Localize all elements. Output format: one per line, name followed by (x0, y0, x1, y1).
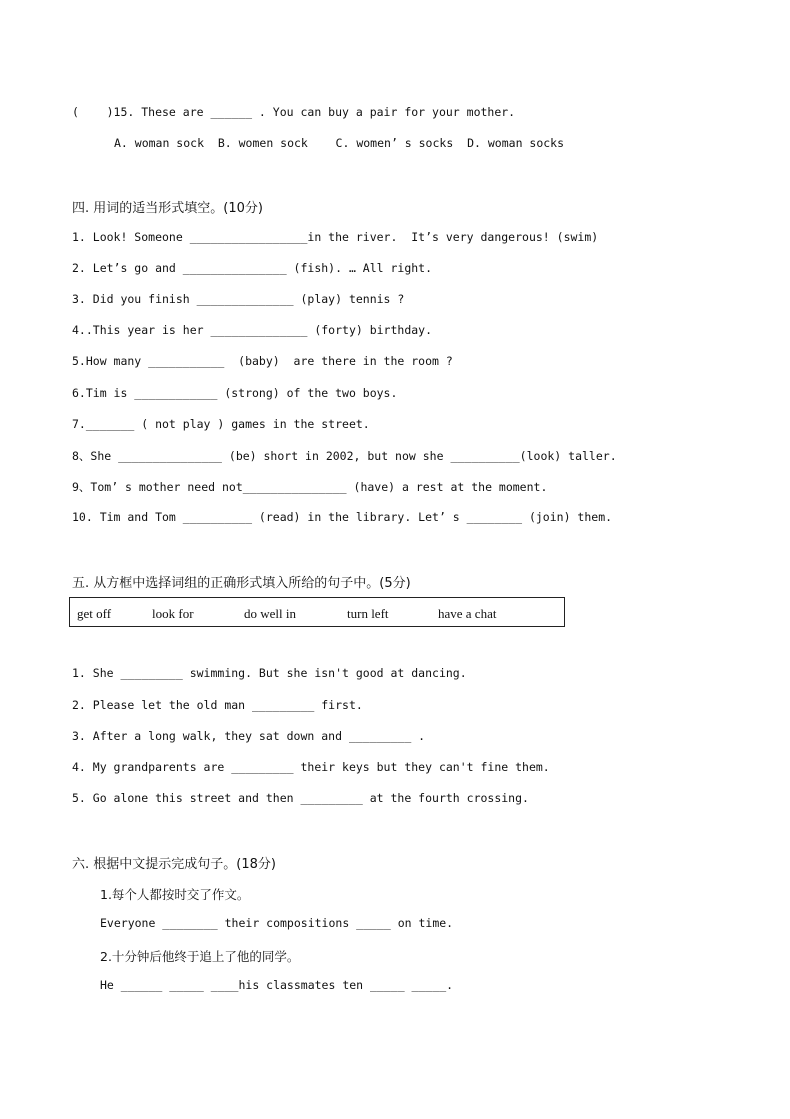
section-6-q1-chinese: 1.每个人都按时交了作文。 (100, 887, 250, 902)
section-6-heading: 六. 根据中文提示完成句子。(18分) (72, 857, 276, 872)
section-5-heading: 五. 从方框中选择词组的正确形式填入所给的句子中。(5分) (72, 576, 411, 591)
section-4-item-4: 4..This year is her ______________ (forty) birthday. (72, 323, 433, 337)
question-15-options: A. woman sock B. women sock C. women’ s socks D. woman socks (114, 136, 565, 150)
section-5-item-1: 1. She _________ swimming. But she isn't good at dancing. (72, 666, 467, 680)
section-5-item-4: 4. My grandparents are _________ their keys but they can't fine them. (72, 760, 550, 774)
phrase-box (69, 597, 565, 627)
section-4-item-3: 3. Did you finish ______________ (play) tennis ? (72, 292, 405, 306)
section-4-item-7: 7._______ ( not play ) games in the street. (72, 417, 370, 431)
section-5-item-5: 5. Go alone this street and then _________ at the fourth crossing. (72, 791, 529, 805)
section-4-item-2: 2. Let’s go and _______________ (fish). … All right. (72, 261, 433, 275)
section-6-q2-chinese: 2.十分钟后他终于追上了他的同学。 (100, 949, 300, 964)
section-6-q2-english: He ______ _____ ____his classmates ten _____ _____. (100, 978, 454, 992)
phrase-turn-left: turn left (347, 606, 389, 621)
section-4-item-1: 1. Look! Someone _________________in the river. It’s very dangerous! (swim) (72, 230, 599, 244)
section-4-item-10: 10. Tim and Tom __________ (read) in the library. Let’ s ________ (join) them. (72, 510, 613, 524)
section-5-item-2: 2. Please let the old man _________ first. (72, 698, 363, 712)
question-15-stem: ( )15. These are ______ . You can buy a pair for your mother. (72, 105, 516, 119)
phrase-do-well-in: do well in (244, 606, 296, 621)
phrase-have-a-chat: have a chat (438, 606, 497, 621)
phrase-get-off: get off (77, 606, 112, 621)
phrase-look-for: look for (152, 606, 194, 621)
section-4-heading: 四. 用词的适当形式填空。(10分) (72, 201, 263, 216)
section-4-item-8: 8、She _______________ (be) short in 2002, but now she __________(look) taller. (72, 449, 617, 463)
section-4-item-9: 9、Tom’ s mother need not_______________ (have) a rest at the moment. (72, 480, 548, 494)
section-4-item-6: 6.Tim is ____________ (strong) of the two boys. (72, 386, 398, 400)
section-6-q1-english: Everyone ________ their compositions _____ on time. (100, 916, 454, 930)
section-5-item-3: 3. After a long walk, they sat down and _________ . (72, 729, 426, 743)
section-4-item-5: 5.How many ___________ (baby) are there in the room ? (72, 354, 453, 368)
